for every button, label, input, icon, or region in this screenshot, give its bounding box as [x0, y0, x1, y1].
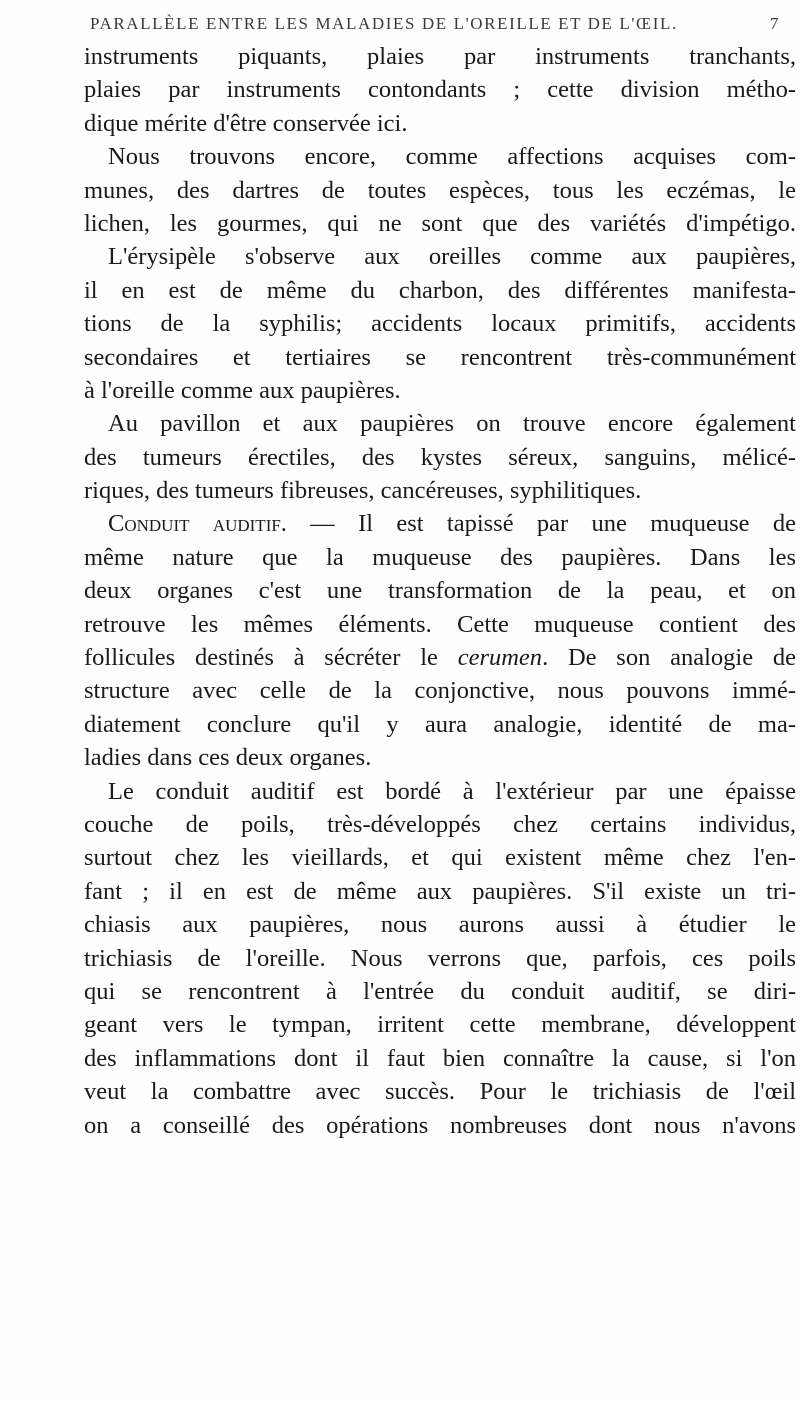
text-line [84, 942, 796, 975]
text-line [84, 708, 796, 741]
line-text: veut la combattre avec succès. Pour le trichiasis de l'œil [84, 1078, 796, 1106]
text-line [84, 641, 796, 674]
text-line [84, 775, 796, 808]
text-line [84, 1008, 796, 1041]
line-text: il en est de même du charbon, des différentes manifesta- [84, 276, 796, 304]
running-title: PARALLÈLE ENTRE LES MALADIES DE L'OREILLE ET DE L'ŒIL. [90, 14, 678, 33]
line-text: à l'oreille comme aux paupières. [84, 376, 401, 404]
text-line [84, 975, 796, 1008]
text-line [84, 341, 796, 374]
line-text: Nous trouvons encore, comme affections acquises com- [108, 143, 796, 171]
line-text: trichiasis de l'oreille. Nous verrons que, parfois, ces poils [84, 944, 796, 972]
text-line [84, 274, 796, 307]
line-text: qui se rencontrent à l'entrée du conduit auditif, se diri- [84, 977, 796, 1005]
text-line [84, 608, 796, 641]
line-text: secondaires et tertiaires se rencontrent très-communément [84, 343, 796, 371]
text-line [84, 1042, 796, 1075]
text-line [84, 73, 796, 106]
line-text: instruments piquants, plaies par instruments tranchants, [84, 43, 796, 70]
line-text: retrouve les mêmes éléments. Cette muqueuse contient des [84, 610, 796, 638]
text-line [84, 507, 796, 540]
line-text: plaies par instruments contondants ; cette division métho- [84, 76, 796, 104]
line-text: surtout chez les vieillards, et qui existent même chez l'en- [84, 844, 796, 872]
line-text-continued: . De son analogie de [542, 644, 796, 672]
text-line [84, 40, 796, 73]
line-text: Au pavillon et aux paupières on trouve encore également [108, 410, 796, 438]
line-text: chiasis aux paupières, nous aurons aussi à étudier le [84, 911, 796, 939]
text-line [84, 1075, 796, 1108]
text-line [84, 240, 796, 273]
text-line [84, 808, 796, 841]
text-line [84, 207, 796, 240]
section-heading: Conduit auditif. [108, 510, 287, 538]
line-text: dique mérite d'être conservée ici. [84, 109, 408, 137]
text-line [84, 841, 796, 874]
line-text: deux organes c'est une transformation de la peau, et on [84, 577, 796, 605]
text-line [84, 908, 796, 941]
text-line [84, 875, 796, 908]
line-text: riques, des tumeurs fibreuses, cancéreuses, syphilitiques. [84, 477, 642, 505]
italic-term: cerumen [457, 644, 543, 672]
line-text: on a conseillé des opérations nombreuses dont nous n'avons [84, 1111, 796, 1139]
text-line [84, 307, 796, 340]
line-text: — Il est tapissé par une muqueuse de [286, 510, 796, 538]
text-line [84, 674, 796, 707]
text-line [84, 140, 796, 173]
line-text: diatement conclure qu'il y aura analogie, identité de ma- [84, 710, 796, 738]
line-text: structure avec celle de la conjonctive, nous pouvons immé- [84, 677, 796, 705]
line-text: lichen, les gourmes, qui ne sont que des variétés d'impétigo. [84, 209, 796, 237]
line-text: des tumeurs érectiles, des kystes séreux, sanguins, mélicé- [84, 443, 796, 471]
running-header [90, 14, 800, 42]
body-text [84, 40, 796, 1390]
line-text: fant ; il en est de même aux paupières. S'il existe un tri- [84, 877, 796, 905]
line-text: Le conduit auditif est bordé à l'extérieur par une épaisse [108, 777, 796, 805]
text-line [84, 541, 796, 574]
text-line [84, 741, 796, 774]
text-line [84, 441, 796, 474]
line-text: tions de la syphilis; accidents locaux primitifs, accidents [84, 310, 796, 338]
text-line [84, 107, 796, 140]
page-number: 7 [769, 14, 780, 33]
line-text: geant vers le tympan, irritent cette membrane, développent [84, 1011, 796, 1039]
line-text: ladies dans ces deux organes. [84, 744, 372, 772]
text-line [84, 474, 796, 507]
line-text: munes, des dartres de toutes espèces, tous les eczémas, le [84, 176, 796, 204]
line-text: L'érysipèle s'observe aux oreilles comme aux paupières, [108, 243, 796, 271]
line-text: des inflammations dont il faut bien connaître la cause, si l'on [84, 1044, 796, 1072]
text-line [84, 374, 796, 407]
text-line [84, 1109, 796, 1142]
line-text: follicules destinés à sécréter le [84, 644, 458, 672]
line-text: même nature que la muqueuse des paupières. Dans les [84, 543, 796, 571]
text-line [84, 407, 796, 440]
text-line [84, 174, 796, 207]
line-text: couche de poils, très-développés chez certains individus, [84, 810, 796, 838]
text-line [84, 574, 796, 607]
